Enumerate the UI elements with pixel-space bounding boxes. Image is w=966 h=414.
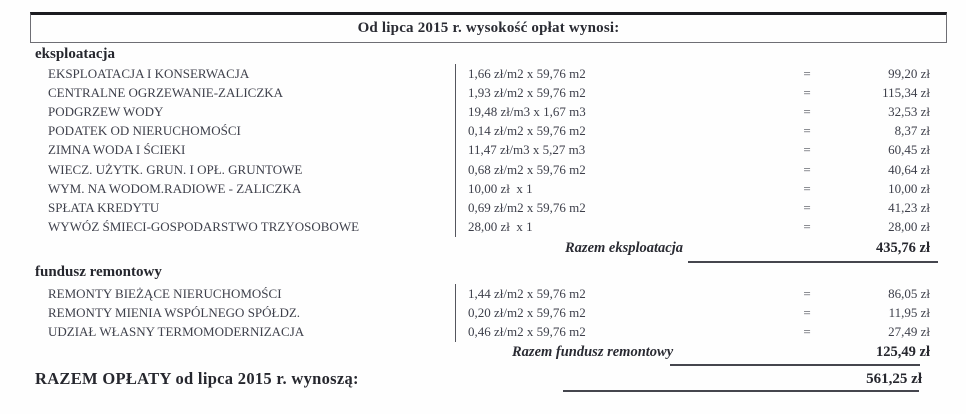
fee-amount: 27,49 zł xyxy=(888,323,930,339)
table-row xyxy=(0,284,966,303)
fee-name: EKSPLOATACJA I KONSERWACJA xyxy=(48,65,250,81)
equals-sign: = xyxy=(803,323,811,339)
eksploatacja-table xyxy=(0,64,966,237)
fee-name: REMONTY BIEŻĄCE NIERUCHOMOŚCI xyxy=(48,285,282,301)
table-row xyxy=(0,102,966,121)
total-underline xyxy=(670,364,920,366)
document-title: Od lipca 2015 r. wysokość opłat wynosi: xyxy=(357,20,620,36)
document-header-box xyxy=(30,12,947,43)
table-row xyxy=(0,303,966,322)
fee-calculation: 1,44 zł/m2 x 59,76 m2 xyxy=(455,284,775,303)
equals-sign: = xyxy=(803,103,811,119)
section-total-label: Razem eksploatacja xyxy=(565,240,684,256)
fee-calculation: 10,00 zł x 1 xyxy=(455,179,775,198)
section-title-fundusz-remontowy: fundusz remontowy xyxy=(35,264,162,280)
fee-name: SPŁATA KREDYTU xyxy=(48,199,160,215)
fee-calculation: 11,47 zł/m3 x 5,27 m3 xyxy=(455,141,775,160)
fee-calculation: 0,20 zł/m2 x 59,76 m2 xyxy=(455,303,775,322)
equals-sign: = xyxy=(803,219,811,235)
table-row xyxy=(0,322,966,341)
fee-calculation: 0,14 zł/m2 x 59,76 m2 xyxy=(455,122,775,141)
fee-name: WYWÓZ ŚMIECI-GOSPODARSTWO TRZYOSOBOWE xyxy=(48,219,360,235)
table-row xyxy=(0,141,966,160)
fee-name: WIECZ. UŻYTK. GRUN. I OPŁ. GRUNTOWE xyxy=(48,161,303,177)
equals-sign: = xyxy=(803,123,811,139)
fee-amount: 11,95 zł xyxy=(888,304,930,320)
grand-total-amount: 561,25 zł xyxy=(866,371,922,387)
fee-calculation: 1,93 zł/m2 x 59,76 m2 xyxy=(455,83,775,102)
fee-amount: 41,23 zł xyxy=(888,199,930,215)
fee-name: PODGRZEW WODY xyxy=(48,103,164,119)
fee-calculation: 0,46 zł/m2 x 59,76 m2 xyxy=(455,322,775,341)
fee-calculation: 1,66 zł/m2 x 59,76 m2 xyxy=(455,64,775,83)
fee-name: CENTRALNE OGRZEWANIE-ZALICZKA xyxy=(48,84,284,100)
equals-sign: = xyxy=(803,142,811,158)
table-row xyxy=(0,198,966,217)
table-row xyxy=(0,64,966,83)
fee-amount: 99,20 zł xyxy=(888,65,930,81)
grand-total-label: RAZEM OPŁATY od lipca 2015 r. wynoszą: xyxy=(35,369,359,388)
grand-total-underline xyxy=(563,390,919,392)
grand-total-row xyxy=(0,367,966,389)
table-row xyxy=(0,122,966,141)
equals-sign: = xyxy=(803,161,811,177)
section-total-label: Razem fundusz remontowy xyxy=(512,344,674,360)
fee-amount: 40,64 zł xyxy=(888,161,930,177)
fee-amount: 32,53 zł xyxy=(888,103,930,119)
fee-amount: 10,00 zł xyxy=(888,180,930,196)
fee-calculation: 19,48 zł/m3 x 1,67 m3 xyxy=(455,102,775,121)
section-total-amount: 125,49 zł xyxy=(876,344,930,360)
total-underline xyxy=(688,261,938,263)
fee-amount: 86,05 zł xyxy=(888,285,930,301)
fee-name: PODATEK OD NIERUCHOMOŚCI xyxy=(48,123,241,139)
eksploatacja-total-row xyxy=(0,240,966,260)
fee-calculation: 28,00 zł x 1 xyxy=(455,218,775,237)
equals-sign: = xyxy=(803,304,811,320)
fundusz-remontowy-total-row xyxy=(0,344,966,364)
equals-sign: = xyxy=(803,180,811,196)
fee-calculation: 0,68 zł/m2 x 59,76 m2 xyxy=(455,160,775,179)
fee-name: ZIMNA WODA I ŚCIEKI xyxy=(48,142,186,158)
equals-sign: = xyxy=(803,285,811,301)
equals-sign: = xyxy=(803,84,811,100)
fee-amount: 60,45 zł xyxy=(888,142,930,158)
fee-name: UDZIAŁ WŁASNY TERMOMODERNIZACJA xyxy=(48,323,305,339)
table-row xyxy=(0,83,966,102)
fee-calculation: 0,69 zł/m2 x 59,76 m2 xyxy=(455,198,775,217)
equals-sign: = xyxy=(803,65,811,81)
section-total-amount: 435,76 zł xyxy=(876,240,930,256)
fundusz-remontowy-table xyxy=(0,284,966,342)
fee-name: REMONTY MIENIA WSPÓLNEGO SPÓŁDZ. xyxy=(48,304,301,320)
section-title-eksploatacja: eksploatacja xyxy=(35,46,115,62)
fee-name: WYM. NA WODOM.RADIOWE - ZALICZKA xyxy=(48,180,302,196)
table-row xyxy=(0,179,966,198)
fee-amount: 8,37 zł xyxy=(894,123,930,139)
fee-amount: 115,34 zł xyxy=(882,84,930,100)
table-row xyxy=(0,218,966,237)
fee-amount: 28,00 zł xyxy=(888,219,930,235)
table-row xyxy=(0,160,966,179)
equals-sign: = xyxy=(803,199,811,215)
